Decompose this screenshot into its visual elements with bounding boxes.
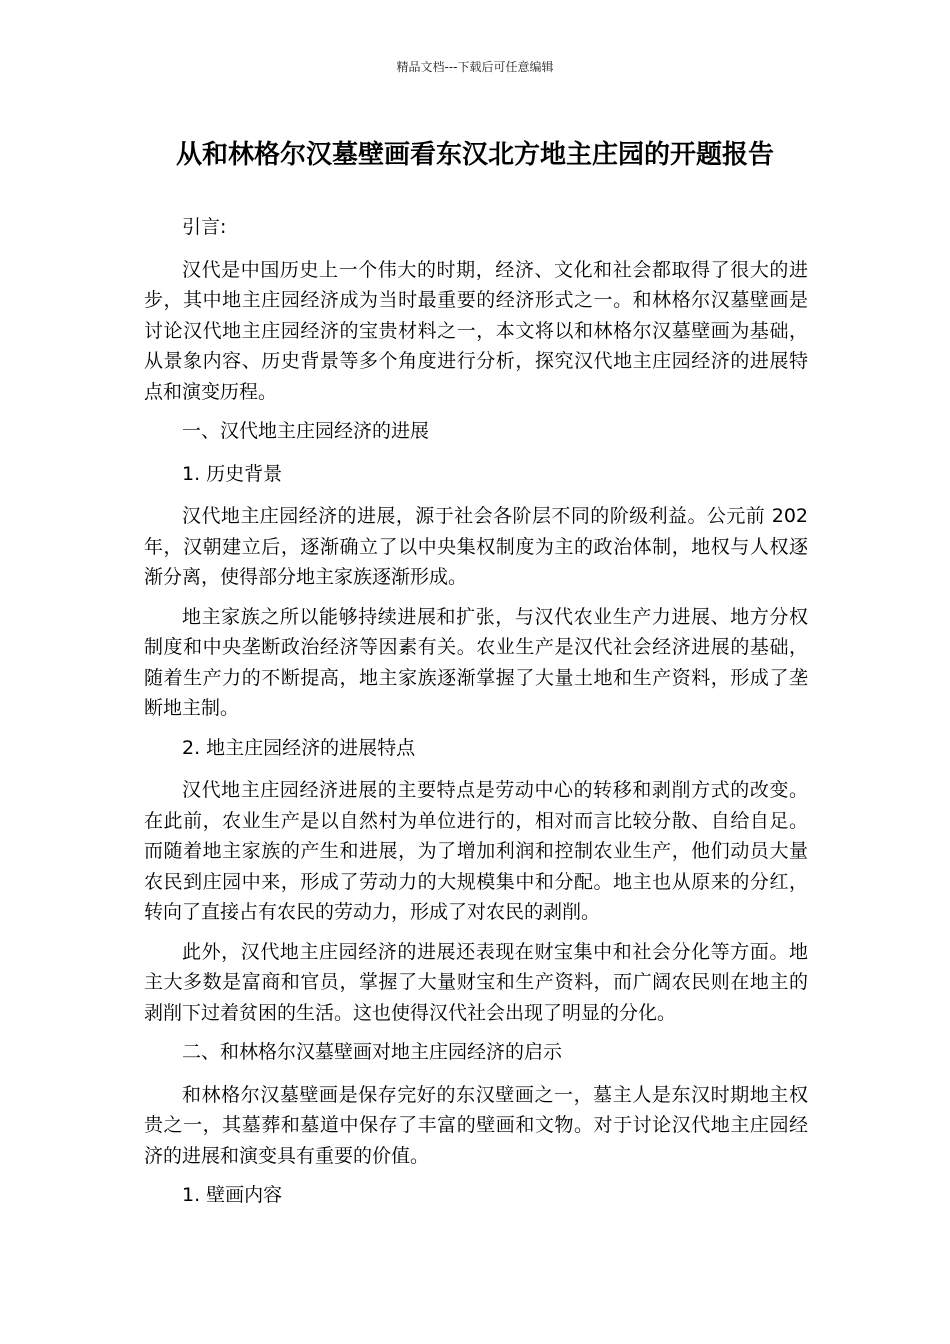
- paragraph: 和林格尔汉墓壁画是保存完好的东汉壁画之一，墓主人是东汉时期地主权贵之一，其墓葬和墓道中保存了丰富的壁画和文物。对于讨论汉代地主庄园经济的进展和演变具有重要的价值。: [144, 1083, 808, 1167]
- paragraph: 汉代地主庄园经济进展的主要特点是劳动中心的转移和剥削方式的改变。在此前，农业生产是以自然村为单位进行的，相对而言比较分散、自给自足。而随着地主家族的产生和进展，为了增加利润和控制农业生产，他们动员大量农民到庄园中来，形成了劳动力的大规模集中和分配。地主也从原来的分红，转向了直接占有农民的劳动力，形成了对农民的剥削。: [144, 779, 808, 923]
- header-note: 精品文档---下载后可任意编辑: [396, 60, 554, 74]
- subsection-heading: 1. 壁画内容: [182, 1184, 283, 1206]
- subsection-heading: 1. 历史背景: [182, 462, 283, 485]
- subsection-heading: 2. 地主庄园经济的进展特点: [182, 736, 416, 759]
- paragraph: 此外，汉代地主庄园经济的进展还表现在财宝集中和社会分化等方面。地主大多数是富商和官员，掌握了大量财宝和生产资料，而广阔农民则在地主的剥削下过着贫困的生活。这也使得汉代社会出现了明显的分化。: [144, 940, 808, 1024]
- document-body: [144, 212, 808, 1223]
- section-heading: 二、和林格尔汉墓壁画对地主庄园经济的启示: [182, 1041, 563, 1063]
- paragraph: 汉代是中国历史上一个伟大的时期，经济、文化和社会都取得了很大的进步，其中地主庄园经济成为当时最重要的经济形式之一。和林格尔汉墓壁画是讨论汉代地主庄园经济的宝贵材料之一，本文将以和林格尔汉墓壁画为基础，从景象内容、历史背景等多个角度进行分析，探究汉代地主庄园经济的进展特点和演变历程。: [144, 258, 808, 403]
- paragraph: 汉代地主庄园经济的进展，源于社会各阶层不同的阶级利益。公元前 202 年，汉朝建立后，逐渐确立了以中央集权制度为主的政治体制，地权与人权逐渐分离，使得部分地主家族逐渐形成。: [144, 505, 808, 588]
- paragraph: 地主家族之所以能够持续进展和扩张，与汉代农业生产力进展、地方分权制度和中央垄断政治经济等因素有关。农业生产是汉代社会经济进展的基础，随着生产力的不断提高，地主家族逐渐掌握了大量土地和生产资料，形成了垄断地主制。: [144, 605, 808, 719]
- document-title: 从和林格尔汉墓壁画看东汉北方地主庄园的开题报告: [175, 140, 774, 170]
- section-heading: 一、汉代地主庄园经济的进展: [182, 420, 430, 442]
- intro-label: 引言:: [182, 216, 227, 238]
